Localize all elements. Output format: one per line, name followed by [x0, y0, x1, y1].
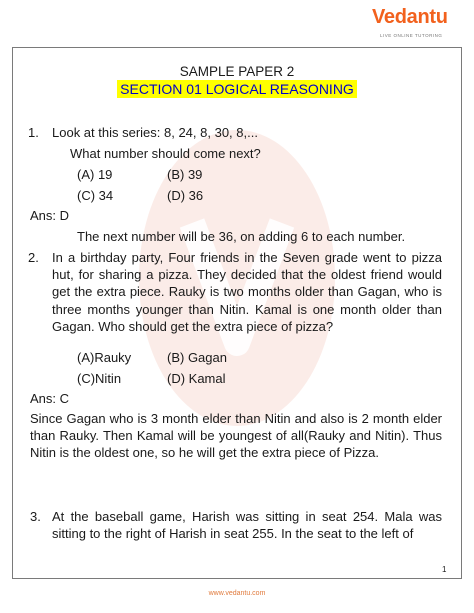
q2-text: In a birthday party, Four friends in the Seven grade went to pizza hut, for sharing a pizza. They decided that the oldest friend would get the extra piece. Rauky is two months older than Gagan, who is three months younger than Nitin. Kamal is one month older than Gagan. Who should get the extra piece of pizza? [52, 250, 442, 334]
q1-option-b: (B) 39 [167, 167, 203, 182]
paper-title: SAMPLE PAPER 2 [179, 64, 295, 79]
q1-option-d: (D) 36 [167, 188, 204, 203]
q2-option-a: (A)Rauky [77, 350, 132, 365]
q1-option-c: (C) 34 [77, 188, 114, 203]
logo-wordmark: Vedantu [372, 6, 448, 28]
q2-explanation: Since Gagan who is 3 month elder than Nitin and also is 2 month elder than Rauky. Then Kamal will be youngest of all(Rauky and Nitin). Thus Nitin is the oldest one, so he will get the extra piece of Pizza. [30, 411, 442, 461]
logo-tagline: LIVE ONLINE TUTORING [380, 33, 443, 38]
q3-text: At the baseball game, Harish was sitting in seat 254. Mala was sitting to the right of Harish in seat 255. In the seat to the left of [52, 509, 442, 542]
footer-url: www.vedantu.com [208, 590, 266, 597]
q2-number: 2. [28, 250, 39, 265]
q2-option-c: (C)Nitin [77, 371, 122, 386]
page-number: 1 [442, 565, 447, 574]
q2-option-d: (D) Kamal [167, 371, 226, 386]
q1-answer: Ans: D [30, 208, 70, 223]
section-heading: SECTION 01 LOGICAL REASONING [117, 80, 357, 98]
q1-subtext: What number should come next? [70, 146, 261, 161]
q3-number: 3. [30, 509, 41, 524]
q1-number: 1. [28, 125, 39, 140]
q2-option-b: (B) Gagan [167, 350, 227, 365]
q1-explanation: The next number will be 36, on adding 6 to each number. [77, 229, 406, 244]
q1-option-a: (A) 19 [77, 167, 113, 182]
section-heading-wrap [0, 80, 474, 99]
q2-answer: Ans: C [30, 391, 70, 406]
vedantu-logo [368, 6, 458, 46]
q1-text: Look at this series: 8, 24, 8, 30, 8,... [52, 125, 258, 140]
